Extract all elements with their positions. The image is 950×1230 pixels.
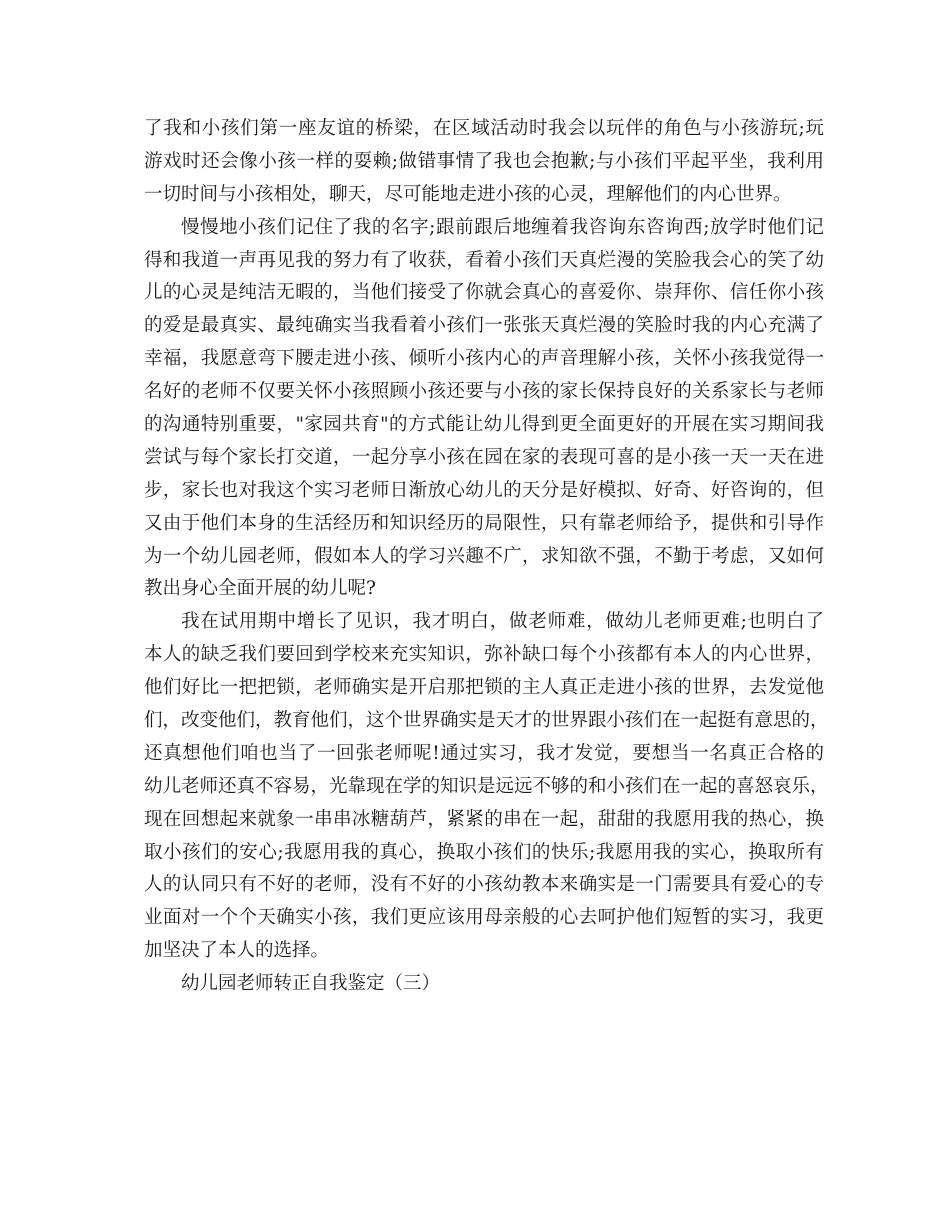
text-line: 儿的心灵是纯洁无暇的，当他们接受了你就会真心的喜爱你、崇拜你、信任你小孩 xyxy=(144,282,824,304)
text-line: 人的认同只有不好的老师，没有不好的小孩幼教本来确实是一门需要具有爱心的专 xyxy=(144,874,824,896)
text-line: 幼儿老师还真不容易，光靠现在学的知识是远远不够的和小孩们在一起的喜怒哀乐， xyxy=(144,775,829,797)
text-line: 得和我道一声再见我的努力有了收获，看着小孩们天真烂漫的笑脸我会心的笑了幼 xyxy=(144,249,824,271)
paragraph-3 xyxy=(144,606,829,968)
text-line: 他们好比一把把锁，老师确实是开启那把锁的主人真正走进小孩的世界，去发觉他 xyxy=(144,677,824,699)
text-line: 我在试用期中增长了见识，我才明白，做老师难，做幼儿老师更难;也明白了 xyxy=(181,611,824,633)
text-line: 加坚决了本人的选择。 xyxy=(144,940,330,962)
paragraph-1 xyxy=(144,113,824,212)
text-line: 为一个幼儿园老师，假如本人的学习兴趣不广，求知欲不强，不勤于考虑，又如何 xyxy=(144,545,824,567)
text-line: 游戏时还会像小孩一样的耍赖;做错事情了我也会抱歉;与小孩们平起平坐，我利用 xyxy=(144,150,824,172)
text-line: 们，改变他们，教育他们，这个世界确实是天才的世界跟小孩们在一起挺有意思的， xyxy=(144,710,829,732)
text-line: 的沟通特别重要，"家园共育"的方式能让幼儿得到更全面更好的开展在实习期间我 xyxy=(144,414,824,436)
text-line: 步，家长也对我这个实习老师日渐放心幼儿的天分是好模拟、好奇、好咨询的，但 xyxy=(144,479,824,501)
text-line: 慢慢地小孩们记住了我的名字;跟前跟后地缠着我咨询东咨询西;放学时他们记 xyxy=(181,216,824,238)
document-body xyxy=(144,113,829,1001)
text-line: 还真想他们咱也当了一回张老师呢!通过实习，我才发觉，要想当一名真正合格的 xyxy=(144,742,824,764)
paragraph-2 xyxy=(144,212,824,607)
text-line: 尝试与每个家长打交道，一起分享小孩在园在家的表现可喜的是小孩一天一天在进 xyxy=(144,446,824,468)
text-line: 本人的缺乏我们要回到学校来充实知识，弥补缺口每个小孩都有本人的内心世界， xyxy=(144,644,824,666)
text-line: 业面对一个个天确实小孩，我们更应该用母亲般的心去呵护他们短暂的实习，我更 xyxy=(144,907,824,929)
text-line: 的爱是最真实、最纯确实当我看着小孩们一张张天真烂漫的笑脸时我的内心充满了 xyxy=(144,315,824,337)
section-heading xyxy=(144,968,824,1001)
text-line: 幼儿园老师转正自我鉴定（三） xyxy=(181,973,441,995)
text-line: 又由于他们本身的生活经历和知识经历的局限性，只有靠老师给予，提供和引导作 xyxy=(144,512,824,534)
text-line: 现在回想起来就象一串串冰糖葫芦，紧紧的串在一起，甜甜的我愿用我的热心，换 xyxy=(144,808,824,830)
text-line: 名好的老师不仅要关怀小孩照顾小孩还要与小孩的家长保持良好的关系家长与老师 xyxy=(144,381,824,403)
text-line: 取小孩们的安心;我愿用我的真心，换取小孩们的快乐;我愿用我的实心，换取所有 xyxy=(144,841,824,863)
text-line: 一切时间与小孩相处，聊天，尽可能地走进小孩的心灵，理解他们的内心世界。 xyxy=(144,183,792,205)
text-line: 幸福，我愿意弯下腰走进小孩、倾听小孩内心的声音理解小孩，关怀小孩我觉得一 xyxy=(144,348,824,370)
text-line: 教出身心全面开展的幼儿呢? xyxy=(144,578,376,600)
text-line: 了我和小孩们第一座友谊的桥梁，在区域活动时我会以玩伴的角色与小孩游玩;玩 xyxy=(144,118,824,139)
